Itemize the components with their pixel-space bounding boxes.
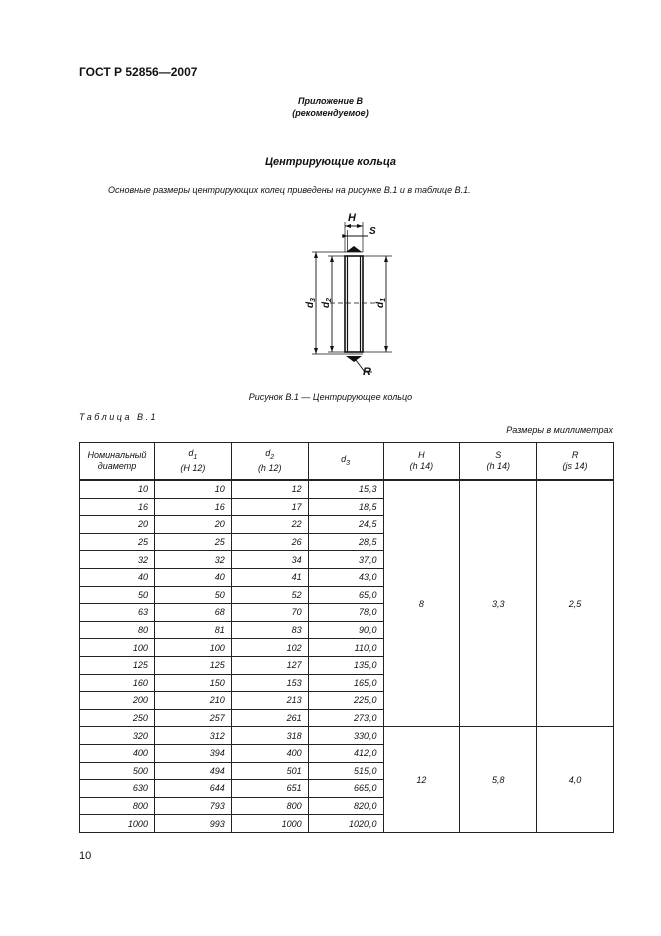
header-d2: $d_2$ (h 12) bbox=[231, 443, 308, 480]
table-row bbox=[80, 727, 614, 745]
cell-nominal: 400 bbox=[80, 744, 155, 762]
cell-nominal: 50 bbox=[80, 586, 155, 604]
cell-d2: 22 bbox=[231, 516, 308, 534]
cell-d3: 110,0 bbox=[308, 639, 383, 657]
cell-d2: 52 bbox=[231, 586, 308, 604]
cell-d3: 37,0 bbox=[308, 551, 383, 569]
cell-d2: 70 bbox=[231, 604, 308, 622]
header-d1: $d_1$ (H 12) bbox=[154, 443, 231, 480]
cell-d2: 102 bbox=[231, 639, 308, 657]
cell-d2: 501 bbox=[231, 762, 308, 780]
cell-d2: 651 bbox=[231, 780, 308, 798]
table-label: Таблица В.1 bbox=[79, 412, 159, 422]
cell-d1: 793 bbox=[154, 797, 231, 815]
cell-d3: 1020,0 bbox=[308, 815, 383, 833]
cell-d3: 78,0 bbox=[308, 604, 383, 622]
cell-H: 8 bbox=[383, 481, 460, 727]
label-S: S bbox=[369, 226, 376, 237]
table-row bbox=[80, 481, 614, 499]
annex-title: Приложение В bbox=[298, 96, 363, 106]
cell-d3: 90,0 bbox=[308, 621, 383, 639]
cell-S: 3,3 bbox=[460, 481, 537, 727]
cell-d2: 800 bbox=[231, 797, 308, 815]
label-H: H bbox=[348, 212, 356, 224]
cell-d1: 150 bbox=[154, 674, 231, 692]
cell-nominal: 160 bbox=[80, 674, 155, 692]
cell-nominal: 40 bbox=[80, 568, 155, 586]
cell-d1: 25 bbox=[154, 533, 231, 551]
cell-d3: 65,0 bbox=[308, 586, 383, 604]
cell-d1: 32 bbox=[154, 551, 231, 569]
cell-nominal: 200 bbox=[80, 692, 155, 710]
cell-d2: 1000 bbox=[231, 815, 308, 833]
cell-nominal: 500 bbox=[80, 762, 155, 780]
cell-d1: 312 bbox=[154, 727, 231, 745]
cell-nominal: 320 bbox=[80, 727, 155, 745]
cell-nominal: 20 bbox=[80, 516, 155, 534]
cell-d3: 15,3 bbox=[308, 481, 383, 499]
cell-nominal: 125 bbox=[80, 656, 155, 674]
cell-nominal: 80 bbox=[80, 621, 155, 639]
cell-nominal: 100 bbox=[80, 639, 155, 657]
cell-d1: 210 bbox=[154, 692, 231, 710]
cell-d2: 400 bbox=[231, 744, 308, 762]
label-d3: $d_3$ bbox=[305, 297, 317, 308]
header-nominal: Номинальный диаметр bbox=[80, 443, 155, 480]
cell-d2: 34 bbox=[231, 551, 308, 569]
cell-d3: 515,0 bbox=[308, 762, 383, 780]
cell-d3: 273,0 bbox=[308, 709, 383, 727]
cell-d3: 18,5 bbox=[308, 498, 383, 516]
cell-d3: 225,0 bbox=[308, 692, 383, 710]
cell-d1: 494 bbox=[154, 762, 231, 780]
cell-d2: 127 bbox=[231, 656, 308, 674]
cell-d1: 394 bbox=[154, 744, 231, 762]
page-number: 10 bbox=[79, 850, 92, 862]
cell-d3: 665,0 bbox=[308, 780, 383, 798]
cell-d1: 644 bbox=[154, 780, 231, 798]
header-H: H (h 14) bbox=[383, 443, 460, 480]
cell-d2: 83 bbox=[231, 621, 308, 639]
section-title: Центрирующие кольца bbox=[265, 156, 396, 168]
centering-ring-drawing bbox=[290, 208, 400, 380]
figure-caption: Рисунок В.1 — Центрирующее кольцо bbox=[248, 392, 413, 402]
header-R: R (js 14) bbox=[537, 443, 614, 480]
cell-nominal: 32 bbox=[80, 551, 155, 569]
cell-d2: 17 bbox=[231, 498, 308, 516]
cell-d2: 261 bbox=[231, 709, 308, 727]
cell-H: 12 bbox=[383, 727, 460, 833]
cell-d3: 28,5 bbox=[308, 533, 383, 551]
cell-d1: 257 bbox=[154, 709, 231, 727]
cell-d3: 43,0 bbox=[308, 568, 383, 586]
cell-d2: 26 bbox=[231, 533, 308, 551]
cell-nominal: 63 bbox=[80, 604, 155, 622]
cell-d2: 318 bbox=[231, 727, 308, 745]
cell-nominal: 16 bbox=[80, 498, 155, 516]
cell-nominal: 630 bbox=[80, 780, 155, 798]
dimensions-table bbox=[79, 442, 614, 833]
cell-d3: 24,5 bbox=[308, 516, 383, 534]
cell-d1: 100 bbox=[154, 639, 231, 657]
header-S: S (h 14) bbox=[460, 443, 537, 480]
cell-d3: 330,0 bbox=[308, 727, 383, 745]
annex-subtitle: (рекомендуемое) bbox=[292, 108, 369, 118]
header-d3: $d_3$ bbox=[308, 443, 383, 480]
cell-d2: 41 bbox=[231, 568, 308, 586]
cell-nominal: 10 bbox=[80, 481, 155, 499]
cell-S: 5,8 bbox=[460, 727, 537, 833]
table-header-row bbox=[80, 443, 614, 480]
cell-d3: 165,0 bbox=[308, 674, 383, 692]
label-R: R bbox=[363, 366, 371, 378]
label-d2: $d_2$ bbox=[321, 297, 333, 308]
cell-d1: 125 bbox=[154, 656, 231, 674]
intro-paragraph: Основные размеры центрирующих колец приведены на рисунке В.1 и в таблице В.1. bbox=[108, 185, 471, 195]
units-note: Размеры в миллиметрах bbox=[506, 425, 613, 435]
cell-nominal: 25 bbox=[80, 533, 155, 551]
cell-d3: 412,0 bbox=[308, 744, 383, 762]
cell-d3: 135,0 bbox=[308, 656, 383, 674]
cell-d1: 20 bbox=[154, 516, 231, 534]
cell-d1: 16 bbox=[154, 498, 231, 516]
cell-nominal: 1000 bbox=[80, 815, 155, 833]
label-d1: $d_1$ bbox=[375, 297, 387, 308]
cell-d1: 50 bbox=[154, 586, 231, 604]
cell-d1: 81 bbox=[154, 621, 231, 639]
cell-R: 4,0 bbox=[537, 727, 614, 833]
cell-d1: 40 bbox=[154, 568, 231, 586]
cell-R: 2,5 bbox=[537, 481, 614, 727]
document-header: ГОСТ Р 52856—2007 bbox=[79, 65, 198, 79]
cell-d1: 993 bbox=[154, 815, 231, 833]
cell-d2: 213 bbox=[231, 692, 308, 710]
cell-d2: 12 bbox=[231, 481, 308, 499]
cell-nominal: 800 bbox=[80, 797, 155, 815]
cell-d1: 10 bbox=[154, 481, 231, 499]
cell-nominal: 250 bbox=[80, 709, 155, 727]
cell-d1: 68 bbox=[154, 604, 231, 622]
cell-d3: 820,0 bbox=[308, 797, 383, 815]
cell-d2: 153 bbox=[231, 674, 308, 692]
